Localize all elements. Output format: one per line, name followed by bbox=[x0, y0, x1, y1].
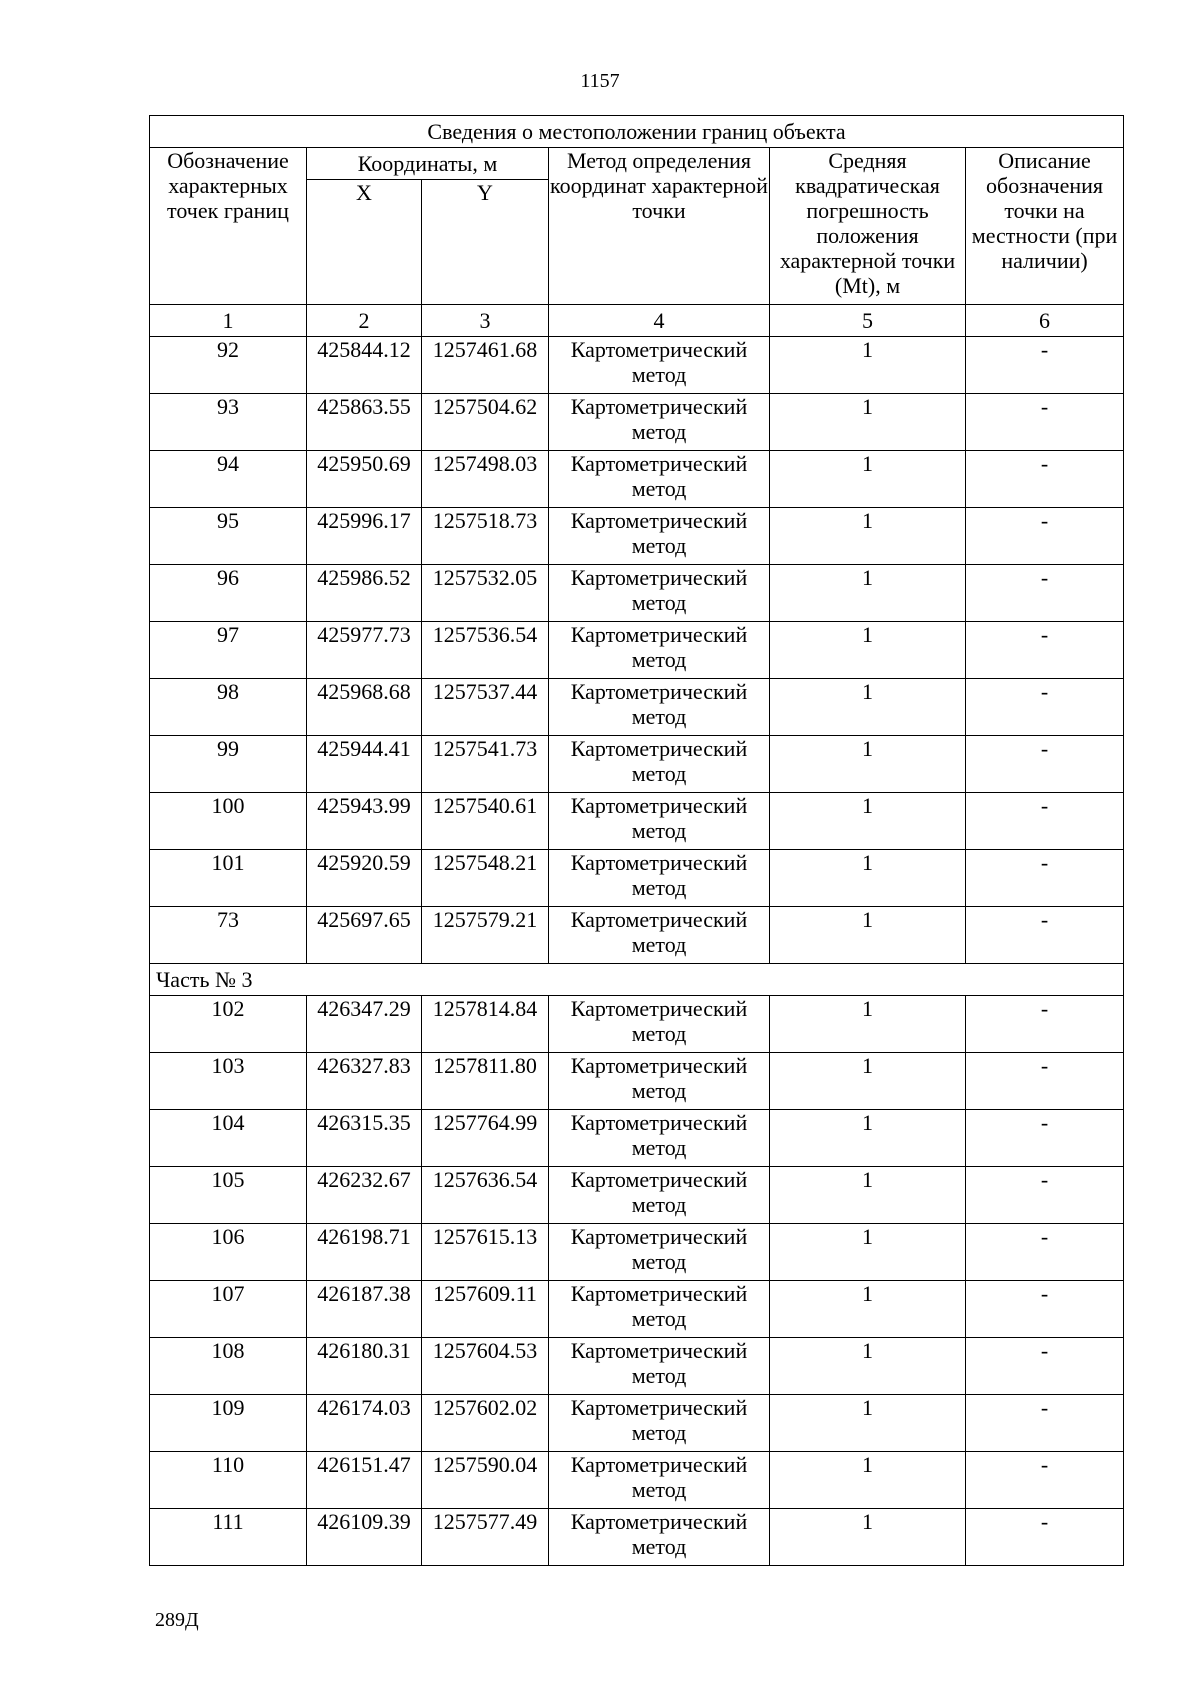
cell-method: Картометрический метод bbox=[549, 1338, 770, 1395]
table-row bbox=[150, 1281, 1124, 1338]
cell-y: 1257541.73 bbox=[422, 736, 549, 793]
cell-method: Картометрический метод bbox=[549, 996, 770, 1053]
table-row bbox=[150, 736, 1124, 793]
cell-description: - bbox=[966, 679, 1124, 736]
header-error: Средняя квадратическая погрешность положения характерной точки (Mt), м bbox=[770, 148, 966, 305]
header-point: Обозначение характерных точек границ bbox=[150, 148, 307, 305]
cell-y: 1257609.11 bbox=[422, 1281, 549, 1338]
cell-description: - bbox=[966, 793, 1124, 850]
cell-error: 1 bbox=[770, 1110, 966, 1167]
cell-description: - bbox=[966, 1224, 1124, 1281]
cell-point: 109 bbox=[150, 1395, 307, 1452]
header-coords: Координаты, м bbox=[307, 148, 549, 180]
cell-error: 1 bbox=[770, 622, 966, 679]
column-number: 2 bbox=[307, 305, 422, 337]
cell-y: 1257461.68 bbox=[422, 337, 549, 394]
cell-x: 425996.17 bbox=[307, 508, 422, 565]
column-number: 5 bbox=[770, 305, 966, 337]
cell-description: - bbox=[966, 1395, 1124, 1452]
cell-error: 1 bbox=[770, 565, 966, 622]
cell-error: 1 bbox=[770, 1167, 966, 1224]
cell-error: 1 bbox=[770, 793, 966, 850]
cell-point: 92 bbox=[150, 337, 307, 394]
cell-point: 107 bbox=[150, 1281, 307, 1338]
cell-x: 425986.52 bbox=[307, 565, 422, 622]
table-row bbox=[150, 1167, 1124, 1224]
cell-method: Картометрический метод bbox=[549, 1053, 770, 1110]
column-numbers-row bbox=[150, 305, 1124, 337]
cell-x: 426327.83 bbox=[307, 1053, 422, 1110]
cell-error: 1 bbox=[770, 679, 966, 736]
cell-point: 102 bbox=[150, 996, 307, 1053]
cell-point: 94 bbox=[150, 451, 307, 508]
cell-y: 1257536.54 bbox=[422, 622, 549, 679]
cell-x: 425950.69 bbox=[307, 451, 422, 508]
cell-error: 1 bbox=[770, 394, 966, 451]
cell-point: 106 bbox=[150, 1224, 307, 1281]
table-row bbox=[150, 1224, 1124, 1281]
cell-x: 425944.41 bbox=[307, 736, 422, 793]
cell-x: 426198.71 bbox=[307, 1224, 422, 1281]
cell-method: Картометрический метод bbox=[549, 1167, 770, 1224]
cell-error: 1 bbox=[770, 907, 966, 964]
cell-error: 1 bbox=[770, 1452, 966, 1509]
table-row bbox=[150, 508, 1124, 565]
table-row bbox=[150, 451, 1124, 508]
cell-description: - bbox=[966, 996, 1124, 1053]
cell-method: Картометрический метод bbox=[549, 1224, 770, 1281]
cell-method: Картометрический метод bbox=[549, 394, 770, 451]
cell-point: 108 bbox=[150, 1338, 307, 1395]
boundary-coordinates-table bbox=[149, 115, 1124, 1566]
cell-x: 426347.29 bbox=[307, 996, 422, 1053]
cell-y: 1257636.54 bbox=[422, 1167, 549, 1224]
cell-method: Картометрический метод bbox=[549, 1395, 770, 1452]
cell-error: 1 bbox=[770, 451, 966, 508]
cell-point: 93 bbox=[150, 394, 307, 451]
table-row bbox=[150, 679, 1124, 736]
cell-x: 425863.55 bbox=[307, 394, 422, 451]
page-number: 1157 bbox=[580, 70, 620, 92]
header-x: X bbox=[307, 180, 422, 305]
cell-error: 1 bbox=[770, 1395, 966, 1452]
cell-x: 425697.65 bbox=[307, 907, 422, 964]
cell-y: 1257764.99 bbox=[422, 1110, 549, 1167]
cell-description: - bbox=[966, 394, 1124, 451]
cell-method: Картометрический метод bbox=[549, 451, 770, 508]
cell-error: 1 bbox=[770, 337, 966, 394]
column-number: 3 bbox=[422, 305, 549, 337]
cell-x: 426315.35 bbox=[307, 1110, 422, 1167]
cell-description: - bbox=[966, 736, 1124, 793]
header-description: Описание обозначения точки на местности (при наличии) bbox=[966, 148, 1124, 305]
table-title: Сведения о местоположении границ объекта bbox=[150, 116, 1124, 148]
cell-method: Картометрический метод bbox=[549, 1452, 770, 1509]
table-row bbox=[150, 1338, 1124, 1395]
rows-part-2 bbox=[150, 337, 1124, 964]
cell-error: 1 bbox=[770, 1281, 966, 1338]
cell-x: 425943.99 bbox=[307, 793, 422, 850]
cell-method: Картометрический метод bbox=[549, 907, 770, 964]
cell-x: 426180.31 bbox=[307, 1338, 422, 1395]
column-number: 6 bbox=[966, 305, 1124, 337]
cell-error: 1 bbox=[770, 1338, 966, 1395]
cell-x: 426151.47 bbox=[307, 1452, 422, 1509]
cell-point: 98 bbox=[150, 679, 307, 736]
table-row bbox=[150, 793, 1124, 850]
cell-point: 73 bbox=[150, 907, 307, 964]
cell-method: Картометрический метод bbox=[549, 1509, 770, 1566]
cell-y: 1257498.03 bbox=[422, 451, 549, 508]
cell-y: 1257615.13 bbox=[422, 1224, 549, 1281]
cell-x: 425844.12 bbox=[307, 337, 422, 394]
column-number: 4 bbox=[549, 305, 770, 337]
cell-description: - bbox=[966, 850, 1124, 907]
table-row bbox=[150, 850, 1124, 907]
cell-description: - bbox=[966, 508, 1124, 565]
cell-description: - bbox=[966, 1452, 1124, 1509]
cell-point: 104 bbox=[150, 1110, 307, 1167]
cell-description: - bbox=[966, 622, 1124, 679]
cell-description: - bbox=[966, 1167, 1124, 1224]
table-row bbox=[150, 1452, 1124, 1509]
table-row bbox=[150, 1509, 1124, 1566]
cell-x: 426187.38 bbox=[307, 1281, 422, 1338]
column-number: 1 bbox=[150, 305, 307, 337]
table-row bbox=[150, 1110, 1124, 1167]
cell-x: 426109.39 bbox=[307, 1509, 422, 1566]
part-label: Часть № 3 bbox=[150, 964, 1124, 996]
table-row bbox=[150, 996, 1124, 1053]
table-row bbox=[150, 1395, 1124, 1452]
cell-description: - bbox=[966, 1053, 1124, 1110]
cell-error: 1 bbox=[770, 1224, 966, 1281]
cell-method: Картометрический метод bbox=[549, 508, 770, 565]
cell-x: 425968.68 bbox=[307, 679, 422, 736]
cell-description: - bbox=[966, 451, 1124, 508]
cell-y: 1257814.84 bbox=[422, 996, 549, 1053]
table-row bbox=[150, 1053, 1124, 1110]
cell-method: Картометрический метод bbox=[549, 1110, 770, 1167]
cell-description: - bbox=[966, 1338, 1124, 1395]
cell-point: 110 bbox=[150, 1452, 307, 1509]
cell-error: 1 bbox=[770, 508, 966, 565]
cell-method: Картометрический метод bbox=[549, 793, 770, 850]
cell-y: 1257811.80 bbox=[422, 1053, 549, 1110]
cell-point: 97 bbox=[150, 622, 307, 679]
cell-point: 111 bbox=[150, 1509, 307, 1566]
cell-y: 1257532.05 bbox=[422, 565, 549, 622]
cell-y: 1257579.21 bbox=[422, 907, 549, 964]
header-method: Метод определения координат характерной точки bbox=[549, 148, 770, 305]
cell-point: 103 bbox=[150, 1053, 307, 1110]
cell-y: 1257590.04 bbox=[422, 1452, 549, 1509]
cell-error: 1 bbox=[770, 1053, 966, 1110]
cell-y: 1257548.21 bbox=[422, 850, 549, 907]
part-3-section bbox=[150, 964, 1124, 996]
cell-description: - bbox=[966, 1110, 1124, 1167]
cell-method: Картометрический метод bbox=[549, 622, 770, 679]
table-row bbox=[150, 394, 1124, 451]
cell-method: Картометрический метод bbox=[549, 736, 770, 793]
cell-x: 426232.67 bbox=[307, 1167, 422, 1224]
cell-method: Картометрический метод bbox=[549, 337, 770, 394]
cell-method: Картометрический метод bbox=[549, 1281, 770, 1338]
table-row bbox=[150, 565, 1124, 622]
cell-method: Картометрический метод bbox=[549, 679, 770, 736]
part-label-row bbox=[150, 964, 1124, 996]
cell-point: 105 bbox=[150, 1167, 307, 1224]
cell-point: 99 bbox=[150, 736, 307, 793]
cell-point: 96 bbox=[150, 565, 307, 622]
table-header bbox=[150, 116, 1124, 337]
cell-description: - bbox=[966, 1509, 1124, 1566]
cell-error: 1 bbox=[770, 850, 966, 907]
cell-method: Картометрический метод bbox=[549, 850, 770, 907]
cell-y: 1257577.49 bbox=[422, 1509, 549, 1566]
cell-y: 1257602.02 bbox=[422, 1395, 549, 1452]
cell-point: 101 bbox=[150, 850, 307, 907]
cell-y: 1257540.61 bbox=[422, 793, 549, 850]
cell-description: - bbox=[966, 907, 1124, 964]
table-row bbox=[150, 907, 1124, 964]
cell-x: 425920.59 bbox=[307, 850, 422, 907]
cell-error: 1 bbox=[770, 1509, 966, 1566]
table-row bbox=[150, 622, 1124, 679]
cell-method: Картометрический метод bbox=[549, 565, 770, 622]
cell-description: - bbox=[966, 1281, 1124, 1338]
cell-y: 1257518.73 bbox=[422, 508, 549, 565]
cell-y: 1257604.53 bbox=[422, 1338, 549, 1395]
table-row bbox=[150, 337, 1124, 394]
rows-part-3 bbox=[150, 996, 1124, 1566]
cell-x: 426174.03 bbox=[307, 1395, 422, 1452]
cell-x: 425977.73 bbox=[307, 622, 422, 679]
cell-description: - bbox=[966, 565, 1124, 622]
cell-description: - bbox=[966, 337, 1124, 394]
cell-y: 1257537.44 bbox=[422, 679, 549, 736]
header-y: Y bbox=[422, 180, 549, 305]
cell-point: 95 bbox=[150, 508, 307, 565]
document-code: 289Д bbox=[155, 1609, 199, 1631]
cell-error: 1 bbox=[770, 996, 966, 1053]
cell-point: 100 bbox=[150, 793, 307, 850]
cell-y: 1257504.62 bbox=[422, 394, 549, 451]
cell-error: 1 bbox=[770, 736, 966, 793]
